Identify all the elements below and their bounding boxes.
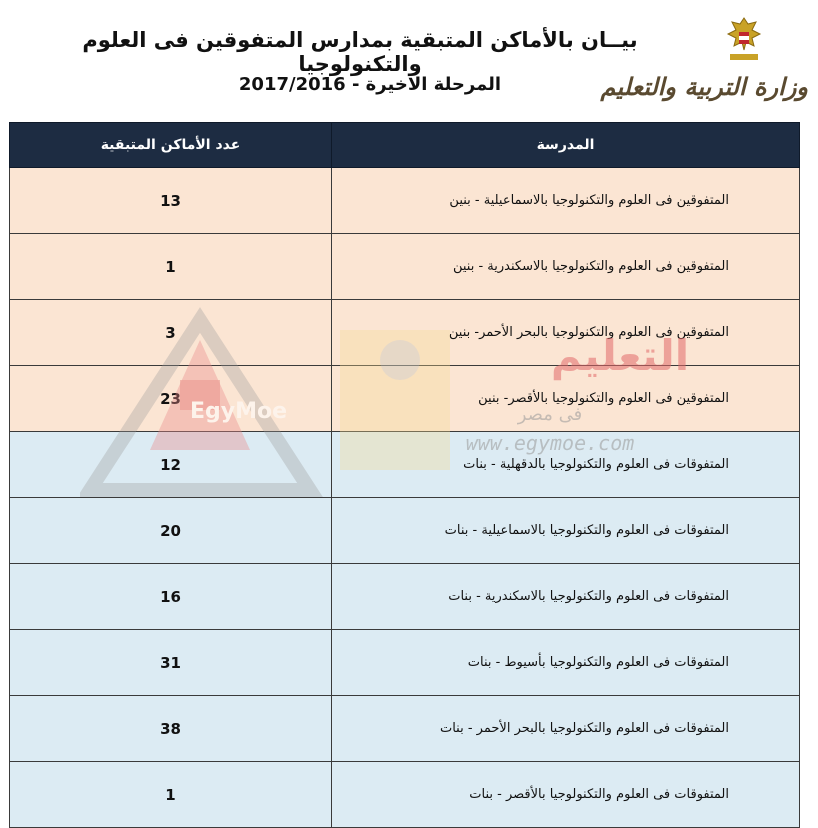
- school-name-cell: المتفوقات فى العلوم والتكنولوجيا بأسيوط - بنات: [332, 630, 800, 696]
- school-name-cell: المتفوقات فى العلوم والتكنولوجيا بالاسماعيلية - بنات: [332, 498, 800, 564]
- remaining-count-cell: 23: [10, 366, 332, 432]
- remaining-count-cell: 16: [10, 564, 332, 630]
- table-row: [10, 498, 800, 564]
- column-header-school: المدرسة: [332, 123, 800, 168]
- table-row: [10, 696, 800, 762]
- egypt-eagle-emblem-icon: [722, 14, 766, 64]
- table-row: [10, 564, 800, 630]
- watermark-left-text: EgyMoe: [190, 399, 288, 424]
- watermark-center-text: التعليم: [550, 331, 690, 380]
- remaining-count-cell: 13: [10, 168, 332, 234]
- table-body: [10, 168, 800, 828]
- remaining-count-cell: 1: [10, 234, 332, 300]
- school-name-cell: المتفوقات فى العلوم والتكنولوجيا بالدقهلية - بنات: [332, 432, 800, 498]
- watermark-url: www.egymoe.com: [465, 431, 635, 455]
- page-title: بيــان بالأماكن المتبقية بمدارس المتفوقين فى العلوم والتكنولوجيا: [82, 28, 638, 76]
- remaining-count-cell: 12: [10, 432, 332, 498]
- ministry-logo: [600, 68, 808, 112]
- page-header: [0, 0, 818, 118]
- table-row: [10, 432, 800, 498]
- remaining-count-cell: 1: [10, 762, 332, 828]
- school-name-cell: المتفوقين فى العلوم والتكنولوجيا بالاسماعيلية - بنين: [332, 168, 800, 234]
- school-name-cell: المتفوقات فى العلوم والتكنولوجيا بالاسكندرية - بنات: [332, 564, 800, 630]
- table-header-row: [10, 123, 800, 168]
- school-name-cell: المتفوقين فى العلوم والتكنولوجيا بالبحر الأحمر- بنين: [332, 300, 800, 366]
- remaining-count-cell: 3: [10, 300, 332, 366]
- table-row: [10, 168, 800, 234]
- remaining-count-cell: 20: [10, 498, 332, 564]
- remaining-count-cell: 38: [10, 696, 332, 762]
- column-header-count: عدد الأماكن المتبقية: [10, 123, 332, 168]
- page-subtitle: المرحلة الاخيرة - 2017/2016: [238, 74, 502, 95]
- school-name-cell: المتفوقات فى العلوم والتكنولوجيا بالبحر الأحمر - بنات: [332, 696, 800, 762]
- ministry-logo-text: وزارة التربية والتعليم: [600, 72, 808, 101]
- watermark-sub-text: فى مصر: [517, 404, 583, 425]
- remaining-places-table: [9, 122, 800, 828]
- school-name-cell: المتفوقين فى العلوم والتكنولوجيا بالأقصر- بنين: [332, 366, 800, 432]
- school-name-cell: المتفوقين فى العلوم والتكنولوجيا بالاسكندرية - بنين: [332, 234, 800, 300]
- table-row: [10, 234, 800, 300]
- school-name-cell: المتفوقات فى العلوم والتكنولوجيا بالأقصر - بنات: [332, 762, 800, 828]
- table-row: [10, 630, 800, 696]
- remaining-count-cell: 31: [10, 630, 332, 696]
- table-row: [10, 300, 800, 366]
- table-row: [10, 366, 800, 432]
